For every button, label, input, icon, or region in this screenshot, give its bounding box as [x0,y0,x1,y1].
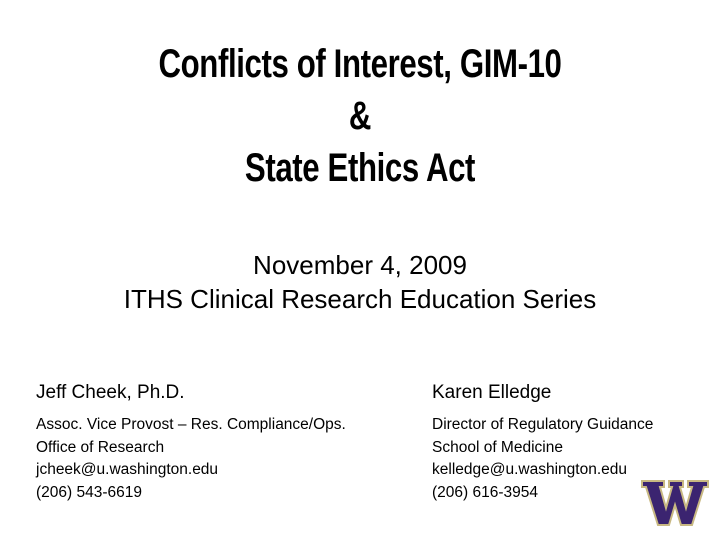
presenter-email: kelledge@u.washington.edu [432,461,627,478]
title-line-3: State Ethics Act [244,146,476,190]
presenter-office: School of Medicine [432,438,563,456]
presenter-name: Karen Elledge [432,382,552,403]
presenter-email: jcheek@u.washington.edu [36,461,219,478]
presenter-role: Assoc. Vice Provost – Res. Compliance/Ops. [36,416,346,433]
presenter-role: Director of Regulatory Guidance [432,416,654,433]
slide-subtitle [0,248,720,316]
uw-w-shape [642,481,708,525]
presenter-phone: (206) 616-3954 [432,483,538,501]
title-line-1: Conflicts of Interest, GIM-10 [158,42,562,86]
slide-title [0,38,720,194]
title-line-2: & [348,94,372,138]
uw-w-logo-icon [640,478,710,528]
subtitle-series: ITHS Clinical Research Education Series [123,284,597,314]
presenter-phone: (206) 543-6619 [36,483,142,501]
presenter-left [36,380,346,504]
subtitle-date: November 4, 2009 [253,250,467,280]
presenter-office: Office of Research [36,438,165,456]
presenter-name: Jeff Cheek, Ph.D. [36,382,185,403]
presenter-right [432,380,653,504]
